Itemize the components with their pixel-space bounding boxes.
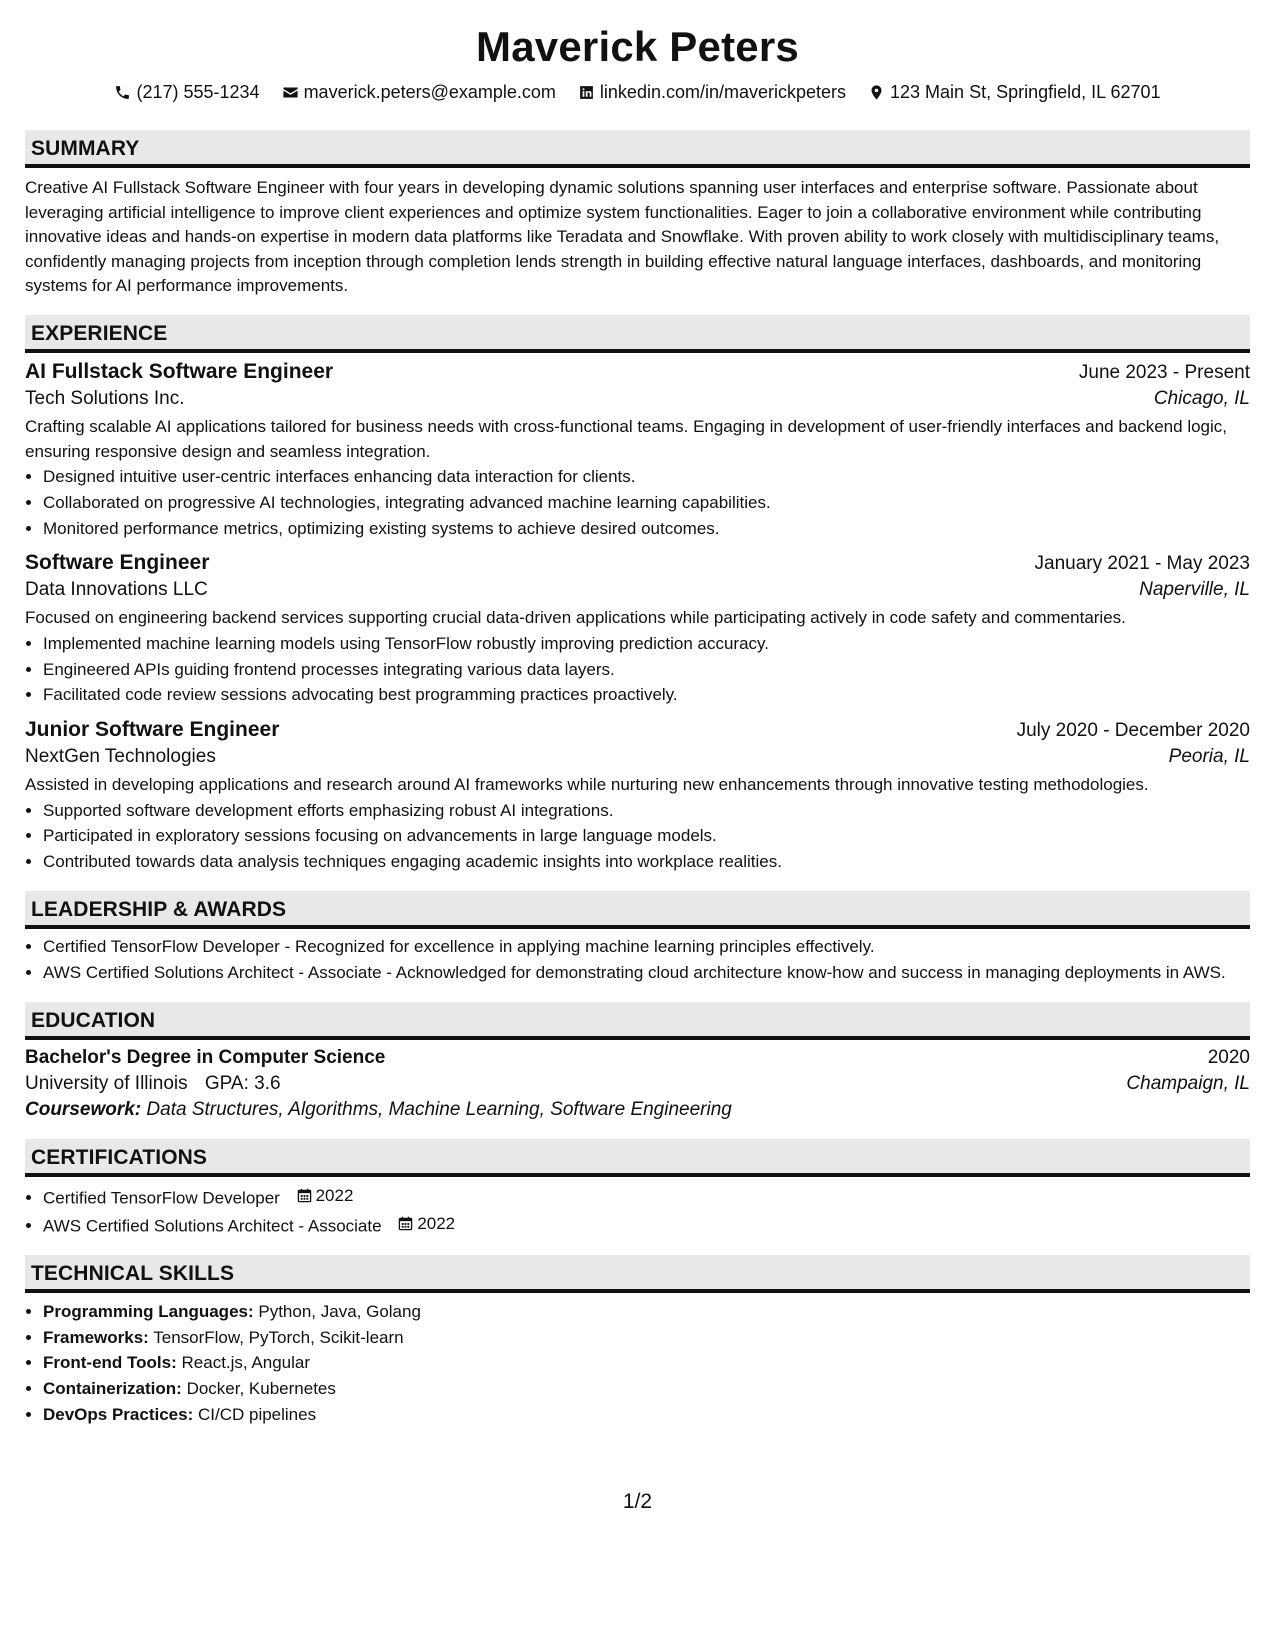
skill-label: Frameworks: [43, 1327, 149, 1347]
envelope-icon [282, 84, 299, 101]
calendar-icon [398, 1216, 413, 1231]
company-name: Data Innovations LLC [25, 579, 208, 601]
skills-section [25, 1255, 1250, 1428]
school-location: Champaign, IL [1126, 1072, 1250, 1094]
degree-title: Bachelor's Degree in Computer Science [25, 1046, 386, 1068]
candidate-name: Maverick Peters [476, 23, 799, 70]
cert-name: AWS Certified Solutions Architect - Associate [43, 1216, 382, 1236]
list-item: • Contributed towards data analysis techniques engaging academic insights into workplace realities. [43, 849, 1250, 875]
skill-value: React.js, Angular [181, 1353, 311, 1373]
resume-page [25, 18, 1250, 1427]
job-header [25, 551, 1250, 575]
job-location: Chicago, IL [1153, 387, 1250, 409]
job-entry [25, 718, 1250, 875]
list-item [43, 1350, 1250, 1376]
cert-year: 2022 [315, 1185, 354, 1205]
list-item: • Monitored performance metrics, optimizing existing systems to achieve desired outcomes. [43, 516, 1250, 542]
skill-value: Python, Java, Golang [258, 1301, 421, 1321]
summary-text: Creative AI Fullstack Software Engineer with four years in developing dynamic solutions spanning user interfaces and enterprise software. Passionate about leveraging artificial intelligence to improve client experiences and optimize system functionalities. Eager to join a collaborative environment while contributing innovative ideas and hands-on expertise in modern data platforms like Teradata and Snowflake. With proven ability to work closely with multidisciplinary teams, confidently managing projects from inception through completion lends strength in building effective natural language interfaces, dashboards, and monitoring systems for AI performance improvements. [25, 178, 1220, 296]
skill-label: Containerization: [43, 1379, 182, 1399]
section-heading-summary: SUMMARY [25, 130, 1250, 168]
contact-address [868, 82, 1161, 103]
section-heading-certifications: CERTIFICATIONS [25, 1139, 1250, 1177]
list-item: • Supported software development efforts emphasizing robust AI integrations. [43, 798, 1250, 824]
job-subheader [25, 746, 1250, 768]
job-header [25, 718, 1250, 742]
list-item [43, 1299, 1250, 1325]
phone-icon [114, 84, 131, 101]
section-heading-experience: EXPERIENCE [25, 315, 1250, 353]
skill-label: DevOps Practices: [43, 1404, 194, 1424]
job-location: Peoria, IL [1168, 745, 1250, 767]
education-subheader [25, 1073, 1250, 1095]
job-subheader [25, 388, 1250, 410]
coursework-list: Data Structures, Algorithms, Machine Learning, Software Engineering [146, 1098, 732, 1120]
job-subheader [25, 579, 1250, 601]
summary-section [25, 130, 1250, 299]
map-marker-icon [868, 84, 885, 101]
company-name: Tech Solutions Inc. [25, 387, 185, 409]
list-item: • Participated in exploratory sessions focusing on advancements in large language models. [43, 823, 1250, 849]
job-entry [25, 551, 1250, 708]
job-title: AI Fullstack Software Engineer [25, 359, 334, 383]
graduation-year: 2020 [1207, 1046, 1250, 1068]
linkedin-text[interactable]: linkedin.com/in/maverickpeters [599, 81, 847, 102]
section-heading-education: EDUCATION [25, 1002, 1250, 1040]
job-bullets [25, 631, 1250, 708]
job-dates: June 2023 - Present [1078, 361, 1250, 383]
list-item [43, 1376, 1250, 1402]
list-item: • Implemented machine learning models using TensorFlow robustly improving prediction accuracy. [43, 631, 1250, 657]
skills-list [25, 1299, 1250, 1428]
job-title: Software Engineer [25, 551, 210, 575]
section-heading-skills: TECHNICAL SKILLS [25, 1255, 1250, 1293]
job-dates: July 2020 - December 2020 [1016, 719, 1250, 741]
job-entry [25, 360, 1250, 541]
section-heading-leadership: LEADERSHIP & AWARDS [25, 891, 1250, 929]
job-title: Junior Software Engineer [25, 717, 280, 741]
leadership-section [25, 891, 1250, 986]
list-item [43, 1183, 1250, 1211]
skill-label: Front-end Tools: [43, 1353, 177, 1373]
skill-value: CI/CD pipelines [197, 1404, 317, 1424]
gpa: GPA: 3.6 [204, 1072, 281, 1094]
email-text[interactable]: maverick.peters@example.com [303, 81, 556, 102]
school-name: University of Illinois [25, 1072, 188, 1094]
cert-date [297, 1183, 354, 1209]
job-location: Naperville, IL [1139, 579, 1250, 601]
list-item [43, 1211, 1250, 1239]
page-number: 1/2 [622, 1490, 653, 1513]
contact-bar [25, 78, 1250, 106]
coursework [25, 1099, 1250, 1121]
cert-year: 2022 [417, 1213, 456, 1233]
linkedin-icon [578, 84, 595, 101]
certifications-list [25, 1183, 1250, 1239]
skill-value: Docker, Kubernetes [186, 1379, 336, 1399]
education-header [25, 1047, 1250, 1069]
company-name: NextGen Technologies [25, 745, 216, 767]
list-item: • Facilitated code review sessions advocating best programming practices proactively. [43, 682, 1250, 708]
job-description: Assisted in developing applications and research around AI frameworks while nurturing new enhancements through innovative testing methodologies. [25, 774, 1149, 794]
job-bullets [25, 464, 1250, 541]
certifications-section [25, 1139, 1250, 1239]
coursework-label: Coursework: [25, 1098, 142, 1120]
job-description: Crafting scalable AI applications tailored for business needs with cross-functional teams. Engaging in development of user-friendly interfaces and backend logic, ensuring responsive design and seamless integration. [25, 416, 1228, 461]
list-item: • AWS Certified Solutions Architect - Associate - Acknowledged for demonstrating cloud architecture know-how and success in managing deployments in AWS. [43, 961, 1250, 986]
list-item: • Engineered APIs guiding frontend processes integrating various data layers. [43, 657, 1250, 683]
list-item: • Designed intuitive user-centric interfaces enhancing data interaction for clients. [43, 464, 1250, 490]
contact-phone [114, 82, 259, 103]
contact-linkedin[interactable] [578, 82, 846, 103]
job-bullets [25, 798, 1250, 875]
cert-date [398, 1211, 455, 1237]
job-header [25, 360, 1250, 384]
cert-name: Certified TensorFlow Developer [43, 1188, 280, 1208]
address-text: 123 Main St, Springfield, IL 62701 [890, 81, 1161, 102]
education-section [25, 1002, 1250, 1121]
list-item: • Certified TensorFlow Developer - Recognized for excellence in applying machine learning principles effectively. [43, 935, 1250, 960]
phone-text: (217) 555-1234 [136, 81, 260, 102]
school-info [25, 1073, 281, 1095]
job-dates: January 2021 - May 2023 [1034, 553, 1250, 575]
leadership-list [25, 935, 1250, 986]
experience-section [25, 315, 1250, 875]
list-item [43, 1402, 1250, 1428]
calendar-icon [297, 1188, 312, 1203]
list-item: • Collaborated on progressive AI technologies, integrating advanced machine learning capabilities. [43, 490, 1250, 516]
skill-value: TensorFlow, PyTorch, Scikit-learn [153, 1327, 404, 1347]
job-description: Focused on engineering backend services supporting crucial data-driven applications while participating actively in code safety and commentaries. [25, 608, 1126, 628]
contact-email[interactable] [282, 82, 556, 103]
list-item [43, 1325, 1250, 1351]
skill-label: Programming Languages: [43, 1301, 254, 1321]
